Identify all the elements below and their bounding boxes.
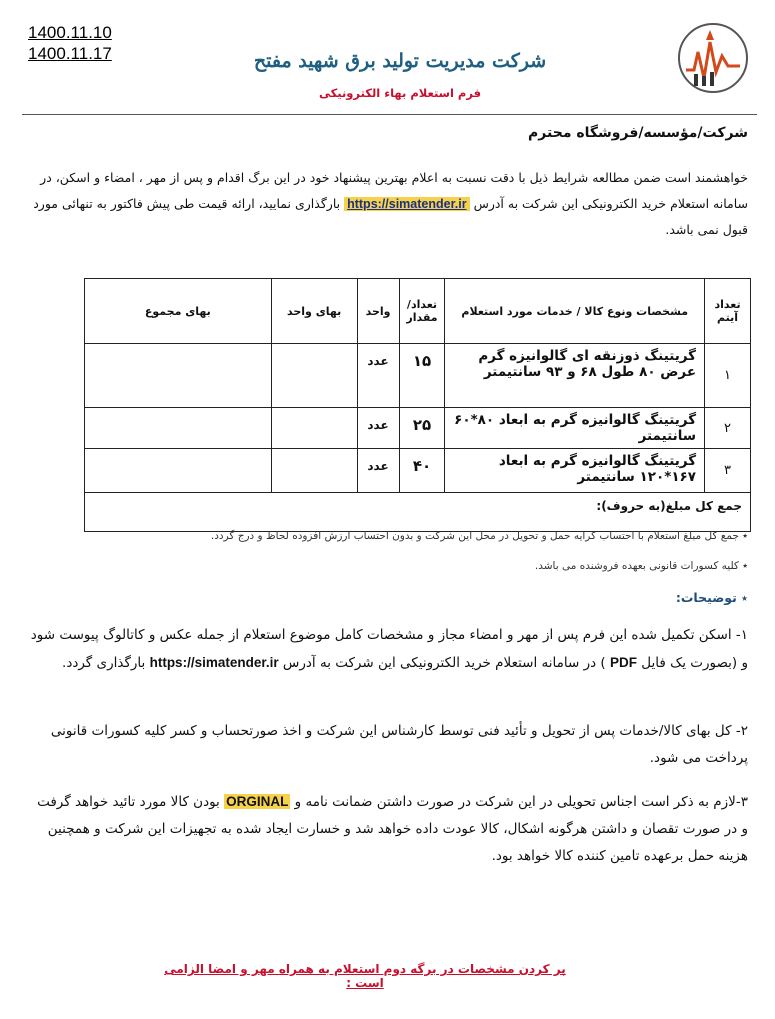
table-row bbox=[85, 408, 751, 449]
row-qty: ۲۵ bbox=[399, 408, 445, 449]
row-total-price-cell[interactable] bbox=[85, 408, 272, 449]
intro-paragraph bbox=[30, 165, 748, 243]
note-2: ٭ کلیه کسورات قانونی بعهده فروشنده می باشد. bbox=[534, 560, 748, 572]
note-1: ٭ جمع کل مبلغ استعلام با احتساب کرایه حمل و تحویل در محل این شرکت و بدون احتساب ارزش افزوده لحاظ و درج گردد. bbox=[210, 530, 748, 542]
intro-text-1: خواهشمند است ضمن مطالعه شرایط ذیل با دقت نسبت به اعلام بهترین پیشنهاد خود در این برگ اقدام و پس از مهر ، امضاء و اسکن، در سامانه استعلام خرید الکترونیکی این شرکت به آدرس bbox=[40, 170, 748, 211]
row-total-price-cell[interactable] bbox=[85, 449, 272, 493]
row-desc: گریتینگ گالوانیزه گرم به ابعاد ۱۶۷*۱۲۰ سانتیمتر bbox=[445, 449, 705, 493]
intro-url-link[interactable]: https://simatender.ir bbox=[344, 197, 469, 211]
row-qty: ۱۵ bbox=[399, 344, 445, 408]
date-stamps bbox=[28, 22, 112, 64]
table-row bbox=[85, 344, 751, 408]
company-name: شرکت مدیریت تولید برق شهید مفتح bbox=[253, 50, 547, 72]
explanation-item-2: ۲- کل بهای کالا/خدمات پس از تحویل و تأئید فنی توسط کارشناس این شرکت و اخذ صورتحساب و کسر کلیه کسورات قانونی پرداخت می شود. bbox=[50, 723, 748, 766]
explanation-item-3: ۳-لازم به ذکر است اجناس تحویلی در این شرکت در صورت داشتن ضمانت نامه و ORGINAL بودن کالا مورد تائید خواهد گرفت و در صورت تقصان و داشتن هرگونه اشکال، کالا عودت داده خواهد شد و خسارت ایجاد شده به تجهیزات این شرکت و همچنین هزینه حمل برعهده تامین کننده کالا خواهد بود. bbox=[37, 794, 748, 864]
bullet-icon: ٭ bbox=[738, 530, 748, 542]
date-1: 1400.11.10 bbox=[28, 23, 112, 42]
header-divider bbox=[22, 114, 757, 115]
total-label[interactable]: جمع کل مبلغ(به حروف): bbox=[85, 493, 751, 532]
col-description: مشخصات ونوع کالا / خدمات مورد استعلام bbox=[445, 279, 705, 344]
salutation: شرکت/مؤسسه/فروشگاه محترم bbox=[528, 125, 748, 141]
row-unit-price-cell[interactable] bbox=[271, 344, 357, 408]
row-unit: عدد bbox=[357, 408, 399, 449]
items-table bbox=[84, 278, 751, 532]
col-item-no: تعداد آیتم bbox=[705, 279, 751, 344]
row-qty: ۴۰ bbox=[399, 449, 445, 493]
footer-notice: پر کردن مشخصات در برگه دوم استعلام به همراه مهر و امضا الزامی است : bbox=[164, 962, 566, 990]
col-total-price: بهای مجموع bbox=[85, 279, 272, 344]
bullet-icon: ٭ bbox=[736, 590, 748, 605]
bullet-icon: ٭ bbox=[738, 560, 748, 572]
explanation-url-link[interactable]: https://simatender.ir bbox=[149, 655, 279, 670]
original-highlight: ORGINAL bbox=[226, 794, 289, 809]
row-total-price-cell[interactable] bbox=[85, 344, 272, 408]
col-unit-price: بهای واحد bbox=[271, 279, 357, 344]
row-unit-price-cell[interactable] bbox=[271, 408, 357, 449]
total-row bbox=[85, 493, 751, 532]
row-desc: گریتینگ ذوزنقه ای گالوانیزه گرم عرض ۸۰ طول ۶۸ و ۹۳ سانتیمتر bbox=[445, 344, 705, 408]
form-subtitle: فرم استعلام بهاء الکترونیکی bbox=[318, 86, 482, 100]
table-row bbox=[85, 449, 751, 493]
table-header-row bbox=[85, 279, 751, 344]
explanations-title: ٭ توضیحات: bbox=[675, 590, 748, 605]
intro-text-2: بارگذاری نمایید، ارائه قیمت طی پیش فاکتور به تنهائی مورد قبول نمی باشد. bbox=[33, 196, 748, 237]
col-qty: تعداد/ مقدار bbox=[399, 279, 445, 344]
explanation-item-1: ۱- اسکن تکمیل شده این فرم پس از مهر و امضاء مجاز و مشخصات کامل موضوع استعلام از جمله عکس و کاتالوگ پیوست شود و (بصورت یک فایل PDF ) در سامانه استعلام خرید الکترونیکی این شرکت به آدرس https://simatender.ir بارگذاری گردد. bbox=[30, 627, 748, 671]
row-desc: گریتینگ گالوانیزه گرم به ابعاد ۸۰*۶۰ سانتیمتر bbox=[445, 408, 705, 449]
row-unit: عدد bbox=[357, 344, 399, 408]
row-unit-price-cell[interactable] bbox=[271, 449, 357, 493]
company-logo-icon bbox=[676, 22, 750, 94]
row-no: ۳ bbox=[705, 449, 751, 493]
row-no: ۲ bbox=[705, 408, 751, 449]
row-no: ۱ bbox=[705, 344, 751, 408]
col-unit: واحد bbox=[357, 279, 399, 344]
row-unit: عدد bbox=[357, 449, 399, 493]
date-2: 1400.11.17 bbox=[28, 44, 112, 63]
